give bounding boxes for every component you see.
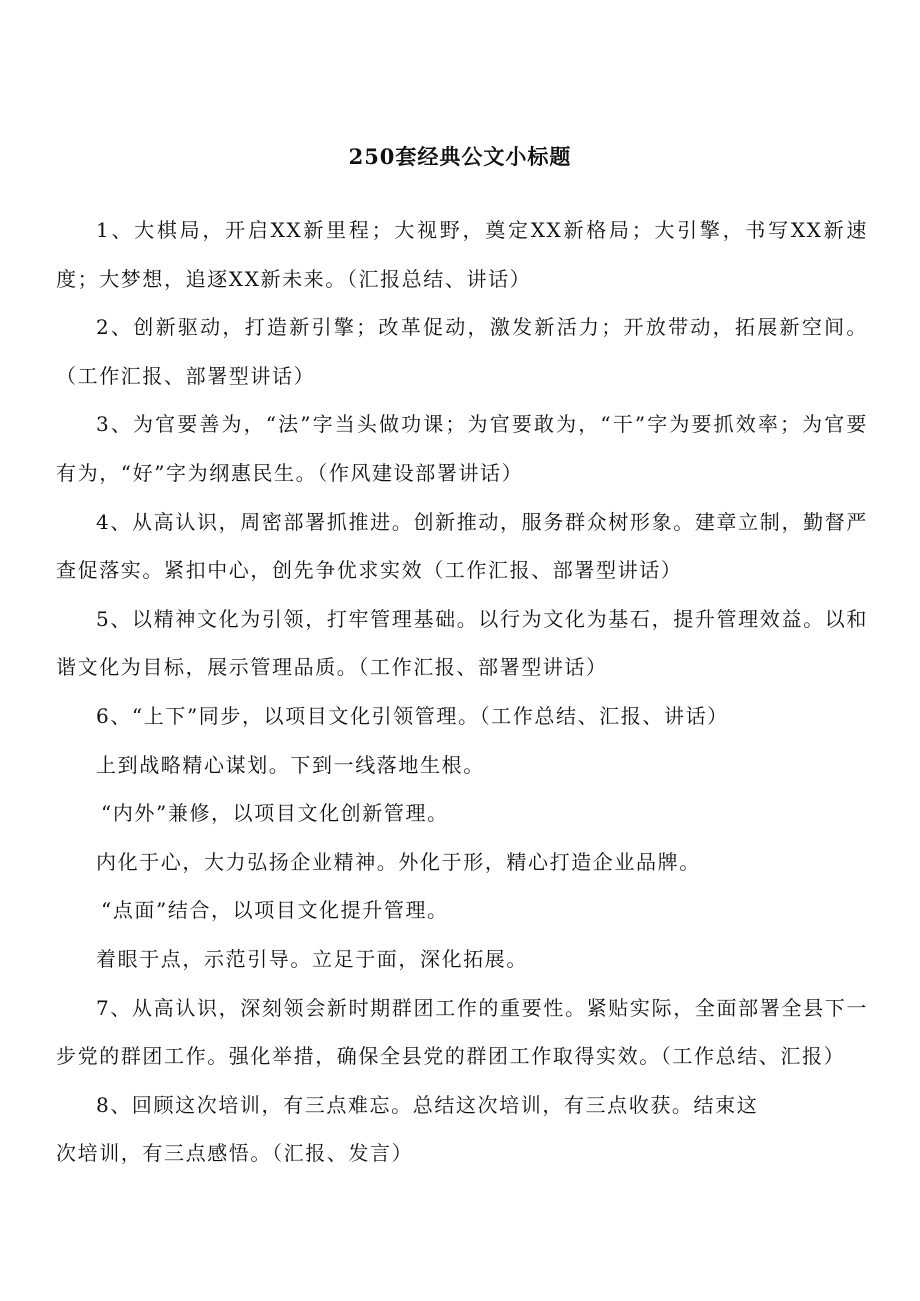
paragraph-6: 6、“上下”同步，以项目文化引领管理。（工作总结、汇报、讲话） xyxy=(96,703,729,728)
document-body xyxy=(56,206,868,1178)
paragraph-1: 1、大棋局，开启XX新里程；大视野，奠定XX新格局；大引擎，书写XX新速度；大梦想，追逐XX新未来。（汇报总结、讲话） xyxy=(56,218,868,291)
paragraph-7: 7、从高认识，深刻领会新时期群团工作的重要性。紧贴实际，全面部署全县下一步党的群团工作。强化举措，确保全县党的群团工作取得实效。（工作总结、汇报） xyxy=(56,995,868,1069)
sub-line-up-down: 上到战略精心谋划。下到一线落地生根。 xyxy=(96,752,485,777)
paragraph-4: 4、从高认识，周密部署抓推进。创新推动，服务群众树形象。建章立制，勤督严查促落实。紧扣中心，创先争优求实效（工作汇报、部署型讲话） xyxy=(56,509,868,583)
paragraph-8-line-1: 8、回顾这次培训，有三点难忘。总结这次培训，有三点收获。结束这 xyxy=(96,1092,759,1117)
paragraph-3: 3、为官要善为，“法”字当头做功课；为官要敢为，“干”字为要抓效率；为官要有为，“好”字为纲惠民生。（作风建设部署讲话） xyxy=(56,412,868,485)
sub-line-focus-point: 着眼于点，示范引导。立足于面，深化拓展。 xyxy=(96,946,528,971)
paragraph-8-line-2: 次培训，有三点感悟。（汇报、发言） xyxy=(56,1141,414,1166)
paragraph-5: 5、以精神文化为引领，打牢管理基础。以行为文化为基石，提升管理效益。以和谐文化为目标，展示管理品质。（工作汇报、部署型讲话） xyxy=(56,606,868,680)
sub-heading-inside-outside: “内外”兼修，以项目文化创新管理。 xyxy=(101,801,449,826)
paragraph-2: 2、创新驱动，打造新引擎；改革促动，激发新活力；开放带动，拓展新空间。（工作汇报、部署型讲话） xyxy=(56,315,868,388)
sub-line-internalize: 内化于心，大力弘扬企业精神。外化于形，精心打造企业品牌。 xyxy=(96,849,701,874)
sub-heading-point-surface: “点面”结合，以项目文化提升管理。 xyxy=(101,898,449,923)
document-title: 250套经典公文小标题 xyxy=(348,144,572,169)
